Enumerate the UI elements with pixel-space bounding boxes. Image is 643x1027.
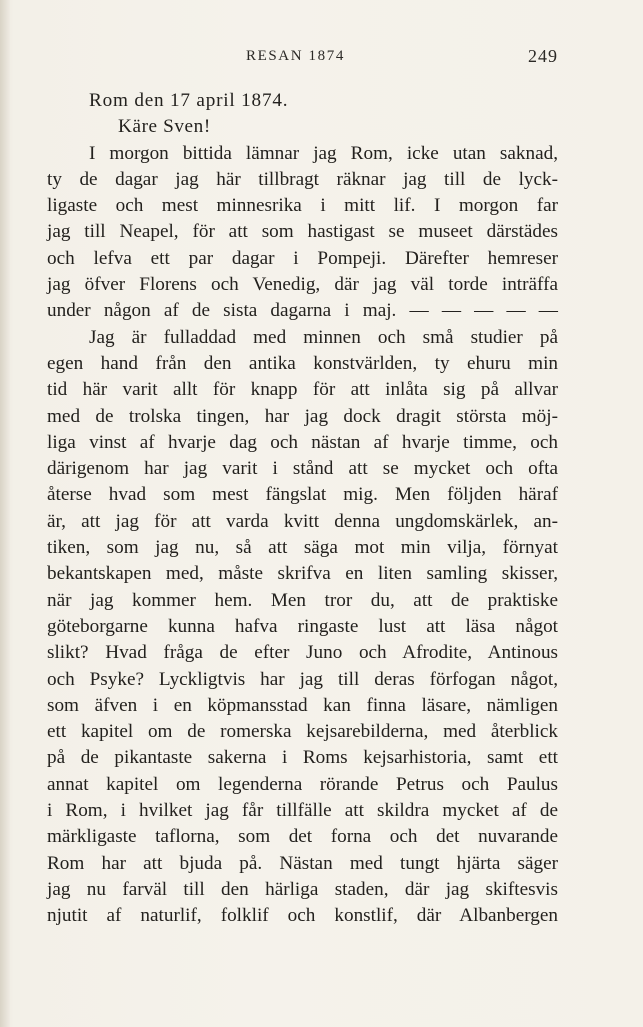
text-line: därigenom har jag varit i stånd att se mycket och ofta bbox=[47, 458, 558, 480]
text-line: tid här varit allt för knapp för att inlåta sig på allvar bbox=[47, 379, 558, 401]
text-line: som äfven i en köpmansstad kan finna läsare, nämligen bbox=[47, 694, 558, 716]
page-header bbox=[0, 46, 643, 72]
text-line: och lefva ett par dagar i Pompeji. Därefter hemreser bbox=[47, 247, 558, 269]
page-gutter-shadow bbox=[0, 0, 10, 1027]
text-line: med de trolska tingen, har jag dock dragit största möj- bbox=[47, 405, 558, 427]
text-line: när jag kommer hem. Men tror du, att de praktiske bbox=[47, 589, 558, 611]
text-line-paragraph-1-end: under någon af de sista dagarna i maj. — — — — — bbox=[47, 300, 558, 322]
text-line: Rom har att bjuda på. Nästan med tungt hjärta säger bbox=[47, 852, 558, 874]
letter-body bbox=[47, 88, 558, 930]
text-line: ty de dagar jag här tillbragt räknar jag till de lyck- bbox=[47, 168, 558, 190]
text-line: annat kapitel om legenderna rörande Petrus och Paulus bbox=[47, 773, 558, 795]
text-line: jag nu farväl till den härliga staden, där jag skiftesvis bbox=[47, 878, 558, 900]
running-title: RESAN 1874 bbox=[246, 48, 345, 64]
text-line: ligaste och mest minnesrika i mitt lif. I morgon far bbox=[47, 195, 558, 217]
text-line: slikt? Hvad fråga de efter Juno och Afrodite, Antinous bbox=[47, 642, 558, 664]
text-line: bekantskapen med, måste skrifva en liten samling skisser, bbox=[47, 563, 558, 585]
text-line: tiken, som jag nu, så att säga mot min vilja, förnyat bbox=[47, 537, 558, 559]
text-line: jag till Neapel, för att som hastigast se museet därstädes bbox=[47, 221, 558, 243]
letter-dateline: Rom den 17 april 1874. bbox=[89, 90, 289, 111]
text-line: återse hvad som mest fängslat mig. Men följden häraf bbox=[47, 484, 558, 506]
text-line: liga vinst af hvarje dag och nästan af hvarje timme, och bbox=[47, 431, 558, 453]
text-line: ett kapitel om de romerska kejsarebilderna, med återblick bbox=[47, 721, 558, 743]
text-line: egen hand från den antika konstvärlden, ty ehuru min bbox=[47, 352, 558, 374]
text-line-paragraph-2-start: Jag är fulladdad med minnen och små studier på bbox=[89, 326, 558, 348]
letter-salutation: Käre Sven! bbox=[118, 116, 211, 138]
text-line: är, att jag för att varda kvitt denna ungdomskärlek, an- bbox=[47, 510, 558, 532]
text-line: göteborgarne kunna hafva ringaste lust att läsa något bbox=[47, 615, 558, 637]
text-line: i Rom, i hvilket jag får tillfälle att skildra mycket af de bbox=[47, 800, 558, 822]
text-line: jag öfver Florens och Venedig, där jag väl torde inträffa bbox=[47, 274, 558, 296]
text-line: på de pikantaste sakerna i Roms kejsarhistoria, samt ett bbox=[47, 747, 558, 769]
text-line-paragraph-1-start: I morgon bittida lämnar jag Rom, icke utan saknad, bbox=[89, 142, 558, 164]
text-line: och Psyke? Lyckligtvis har jag till deras förfogan något, bbox=[47, 668, 558, 690]
text-line: njutit af naturlif, folklif och konstlif, där Albanbergen bbox=[47, 905, 558, 927]
page-number: 249 bbox=[528, 46, 558, 66]
text-line: märkligaste taflorna, som det forna och det nuvarande bbox=[47, 826, 558, 848]
